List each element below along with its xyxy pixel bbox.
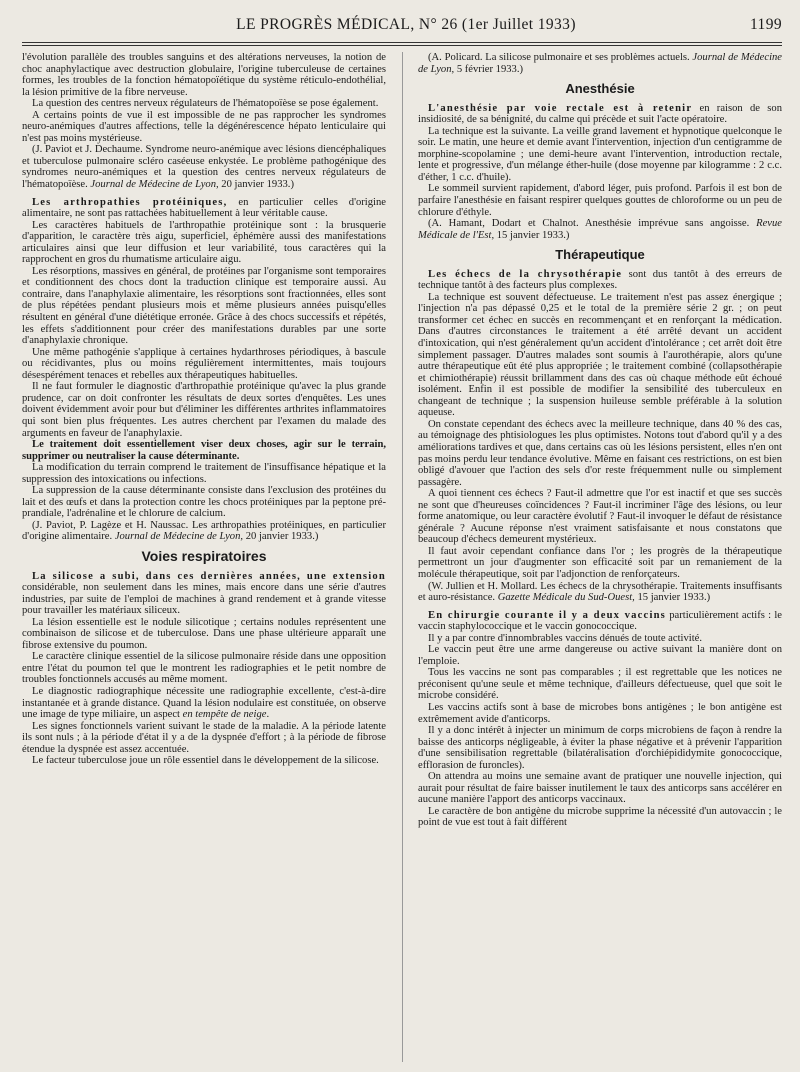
lead-text: considérable, non seulement dans les mines, mais encore dans une série d'autres industries, par suite de l'emploi de machines à grand rendement et à grande vitesse pour travailler les matériaux siliceux. <box>22 582 386 617</box>
running-header <box>22 16 782 40</box>
citation-text: (J. Paviot et J. Dechaume. Syndrome neuro-anémique avec lésions diencéphaliques et tuberculose pulmonaire scléro caséeuse enkystée. Le problème pathogénique des syndromes neuro-anémiques et la question des centres nerveux régulateurs de l'hématopoïèse. <box>22 144 386 191</box>
paragraph: La question des centres nerveux régulateurs de l'hématopoïèse se pose également. <box>32 98 379 110</box>
lead-phrase: Les arthropathies protéiniques, <box>32 196 228 208</box>
two-column-body <box>22 52 782 1072</box>
section-heading-voies: Voies respiratoires <box>141 547 267 564</box>
paragraph: Les caractères habituels de l'arthropathie protéinique sont : la brusquerie d'apparition, le caractère très aigu, superficiel, éphémère aussi des manifestations articulaires ainsi que leur diffusion et leur variabilité, tous caractères qui la rapprochent en gros du rhumatisme articulaire aigu. <box>22 219 386 266</box>
lead-text: sont dus tantôt à des erreurs de technique tantôt à des facteurs plus complexes. <box>418 268 782 292</box>
paragraph: Les signes fonctionnels varient suivant le stade de la maladie. A la période latente ils sont nuls ; à la période d'état il y a de la dyspnée d'effort ; à la période de fibrose étendue la dyspnée est assez accentuée. <box>22 720 386 755</box>
paragraph: Le vaccin peut être une arme dangereuse ou active suivant la manière dont on l'emploie. <box>418 644 782 667</box>
paragraph: A quoi tiennent ces échecs ? Faut-il admettre que l'or est inactif et que ses succès ne sont que d'heureuses coïncidences ? Faut-il incriminer l'âge des lésions, ou leur forme anatomique, ou leur caractère évolutif ? Faut-il invoquer le défaut de résistance générale ? Aucune réponse n'est vraiment satisfaisante et nous constatons que beaucoup d'échecs demeurent mystérieux. <box>418 488 782 546</box>
paragraph: Le traitement doit essentiellement viser deux choses, agir sur le terrain, supprimer ou neutraliser la cause déterminante. <box>22 439 386 462</box>
citation <box>22 144 386 190</box>
citation-date: 15 janvier 1933.) <box>494 229 570 241</box>
column-divider <box>402 52 403 1062</box>
paragraph-end: . <box>266 709 270 721</box>
section-heading-anesthesie: Anesthésie <box>565 81 635 97</box>
right-column <box>418 52 782 1072</box>
citation <box>418 218 782 241</box>
lead-phrase: Les échecs de la chrysothérapie <box>428 268 623 280</box>
article-lead <box>418 269 782 292</box>
paragraph: Tous les vaccins ne sont pas comparables ; il est regrettable que les notices ne préconisent qu'une seule et même technique, d'ailleurs défectueuse, quel que soit le microbe considéré. <box>418 667 782 702</box>
paragraph: Il y a donc intérêt à injecter un minimum de corps microbiens de façon à rendre la baisse des anticorps négligeable, à éviter la phase négative et à prévenir l'apparition d'une sensibilisation regrettable (bilatéralisation d'orchiépididymite gonococcique, efflorasion de furoncles). <box>418 725 782 771</box>
paragraph: La modification du terrain comprend le traitement de l'insuffisance hépatique et la suppression des intoxications ou infections. <box>22 462 386 485</box>
lead-phrase: La silicose a subi, dans ces dernières années, une extension <box>32 570 386 582</box>
journal-title: LE PROGRÈS MÉDICAL, N° 26 (1er Juillet 1933) <box>236 16 576 33</box>
paragraph: l'évolution parallèle des troubles sanguins et des altérations nerveuses, la notion de choc anaphylactique avec destruction globulaire, l'origine tuberculeuse de certaines formes, les troubles de la fonction hématopoïétique du système réticulo-endothélial, la lésion primitive de la fibre nerveuse. <box>22 52 386 98</box>
left-column <box>22 52 386 1072</box>
section-heading-therapeutique: Thérapeutique <box>555 247 645 263</box>
paragraph: On constate cependant des échecs avec la meilleure technique, dans 40 % des cas, au témoignage des phtisiologues les plus optimistes. Notons tout d'abord qu'il y a des améliorations tardives et que, dans certains cas où les lésions persistent, elles n'en ont pas moins perdu leur tendance évolutive. Même en faisant ces restrictions, on est bien obligé d'avouer que l'action des sels d'or reste fréquemment nulle ou simplement passagère. <box>418 418 782 488</box>
paragraph: Le caractère clinique essentiel de la silicose pulmonaire réside dans une opposition entre l'état du poumon tel que le montrent les radiographies et le petit nombre de troubles fonctionnels accusés au même moment. <box>22 651 386 686</box>
journal-name: Journal de Médecine de Lyon, <box>418 52 782 75</box>
article-lead <box>22 197 386 220</box>
paragraph: Il ne faut formuler le diagnostic d'arthropathie protéinique qu'avec la plus grande prudence, car on doit confronter les résultats de deux sortes d'enquêtes. Les unes doivent évidemment avoir pour but d'éliminer les différentes arthrites inflammatoires qui sont bien plus fréquentes. Les autres cherchent par l'examen du malade des arguments en faveur de l'anaphylaxie. <box>22 381 386 439</box>
citation-date: 20 janvier 1933.) <box>243 531 319 543</box>
header-rule <box>22 42 782 46</box>
citation-date: 20 janvier 1933.) <box>218 179 294 191</box>
citation-date: 15 janvier 1933.) <box>634 592 711 604</box>
lead-phrase: En chirurgie courante il y a deux vaccins <box>428 609 666 621</box>
paragraph: Il faut avoir cependant confiance dans l'or ; les progrès de la thérapeutique permettront un jour d'augmenter son efficacité soit par un remaniement de la molécule thérapeutique, soit par l'adjonction de renforçateurs. <box>418 545 782 580</box>
article-lead <box>418 610 782 633</box>
citation <box>418 581 782 604</box>
citation-text: (A. Hamant, Dodart et Chalnot. Anesthésie imprévue sans angoisse. <box>428 218 757 230</box>
article-lead <box>418 103 782 126</box>
lead-phrase: L'anesthésie par voie rectale est à retenir <box>428 102 693 114</box>
paragraph: La technique est la suivante. La veille grand lavement et hypnotique quelconque le soir. Le matin, une heure et demie avant l'intervention, injection d'un centigramme de morphine-scopolamine ; une demi-heure avant l'intervention, introduction rectale, lente et progressive, d'un mélange éther-huile (dose moyenne par kilogramme : 2 c.c. d'éther, 1 c.c. d'huile). <box>418 125 782 183</box>
lead-text: particulièrement actifs : le vaccin staphylococcique et le vaccin gonococcique. <box>418 609 782 633</box>
citation-text: (W. Jullien et H. Mollard. Les échecs de la chrysothérapie. Traitements insuffisants et auro-résistance. <box>418 580 782 604</box>
page-number: 1199 <box>749 16 782 33</box>
citation <box>418 52 782 75</box>
citation-date: 5 février 1933.) <box>454 63 524 75</box>
italic-phrase: en tempête de neige <box>182 709 267 721</box>
paragraph: La suppression de la cause déterminante consiste dans l'exclusion des protéines du lait et des œufs et dans la protection contre les chocs protéiniques par la peptone pré-prandiale, l'adrénaline et le chlorure de calcium. <box>22 485 386 520</box>
paragraph: Le sommeil survient rapidement, d'abord léger, puis profond. Parfois il est bon de parfaire l'anesthésie en faisant respirer quelques gouttes de chloroforme ou un peu de chlorure d'éthyle. <box>418 183 782 218</box>
lead-text: en raison de son insidiosité, de sa bénignité, du calme qui précède et suit l'acte opératoire. <box>418 102 782 126</box>
paragraph: Les vaccins actifs sont à base de microbes bons antigènes ; le bon antigène est extrêmement avide d'anticorps. <box>418 701 782 725</box>
paragraph: A certains points de vue il est impossible de ne pas rapprocher les syndromes neuro-anémiques d'autres affections, telle la dégénérescence hépato lenticulaire qui n'est pas moins mystérieuse. <box>22 109 386 144</box>
paragraph: Une même pathogénie s'applique à certaines hydarthroses périodiques, à bascule ou récidivantes, plus ou moins régulièrement intermittentes, mais toujours désespérément tenaces et rebelles aux thérapeutiques habituelles. <box>22 346 386 381</box>
citation <box>22 520 386 543</box>
citation-text: (A. Policard. La silicose pulmonaire et ses problèmes actuels. <box>428 52 693 63</box>
journal-name: Journal de Médecine de Lyon, <box>90 179 219 191</box>
paragraph <box>22 686 386 721</box>
paragraph: On attendra au moins une semaine avant de pratiquer une nouvelle injection, qui aurait pour résultat de faire baisser inutilement le taux des anticorps sans accélérer en aucune manière l'apport des anticorps vaccinaux. <box>418 771 782 806</box>
article-lead <box>22 571 386 617</box>
journal-name: Gazette Médicale du Sud-Ouest, <box>497 592 635 604</box>
journal-name: Revue Médicale de l'Est, <box>418 218 782 241</box>
paragraph: Le caractère de bon antigène du microbe supprime la nécessité d'un autovaccin ; le point de vue est tout à fait différent <box>418 805 782 829</box>
lead-text: en particulier celles d'origine alimentaire, ne sont pas rattachées habituellement à leur véritable cause. <box>22 196 386 220</box>
citation-text: (J. Paviot, P. Lagèze et H. Naussac. Les arthropathies protéiniques, en particulier d'origine alimentaire. <box>22 519 386 543</box>
paragraph: La technique est souvent défectueuse. Le traitement n'est pas assez énergique ; l'injection n'a pas dépassé 0,25 et le total de la première série 2 gr. ; on peut transformer cet échec en succès en recommençant et en renforçant la médication. Dans d'autres circonstances le traitement a été arrêté devant un accident d'intoxication, qui n'est généralement qu'un accident d'intolérance ; cet arrêt doit être simplement passager. D'autres malades sont soumis à l'aurothérapie, alors qu'une autre thérapeutique eût été plus appropriée ; le traitement combiné (collapsothérapie et chimiothérapie) réussit brillamment dans des cas où chaque méthode eût échoué isolément. Enfin il est possible de modifier la sensibilité des tuberculeux en changeant de technique ; la suspension huileuse semble préférable à la solution aqueuse. <box>418 291 782 419</box>
paragraph: Le facteur tuberculose joue un rôle essentiel dans le développement de la silicose. <box>32 755 379 767</box>
paragraph-text: Le diagnostic radiographique nécessite une radiographie excellente, c'est-à-dire instantanée et à grande distance. Quand la lésion nodulaire est constituée, on observe une image de type miliaire, un aspect <box>22 685 386 721</box>
paragraph: La lésion essentielle est le nodule silicotique ; certains nodules représentent une combinaison de silicose et de tuberculose. Dans une phase ultérieure apparaît une fibrose extensive du poumon. <box>22 616 386 651</box>
journal-name: Journal de Médecine de Lyon, <box>114 531 244 543</box>
paragraph: Il y a par contre d'innombrables vaccins dénués de toute activité. <box>428 632 703 644</box>
paragraph: Les résorptions, massives en général, de protéines par l'organisme sont temporaires et conditionnent des chocs dont la traduction clinique est temporaire aussi. Au contraire, dans l'anaphylaxie alimentaire, les résorptions sont fractionnées, elles sont de plus répétées pendant plusieurs mois et même plusieurs années puisqu'elles résultent en général d'une diététique erronée. Grâce à des chocs successifs et répétés, les effets s'additionnent pour créer des manifestations durables par une sorte d'anaphylaxie chronique. <box>22 265 386 347</box>
